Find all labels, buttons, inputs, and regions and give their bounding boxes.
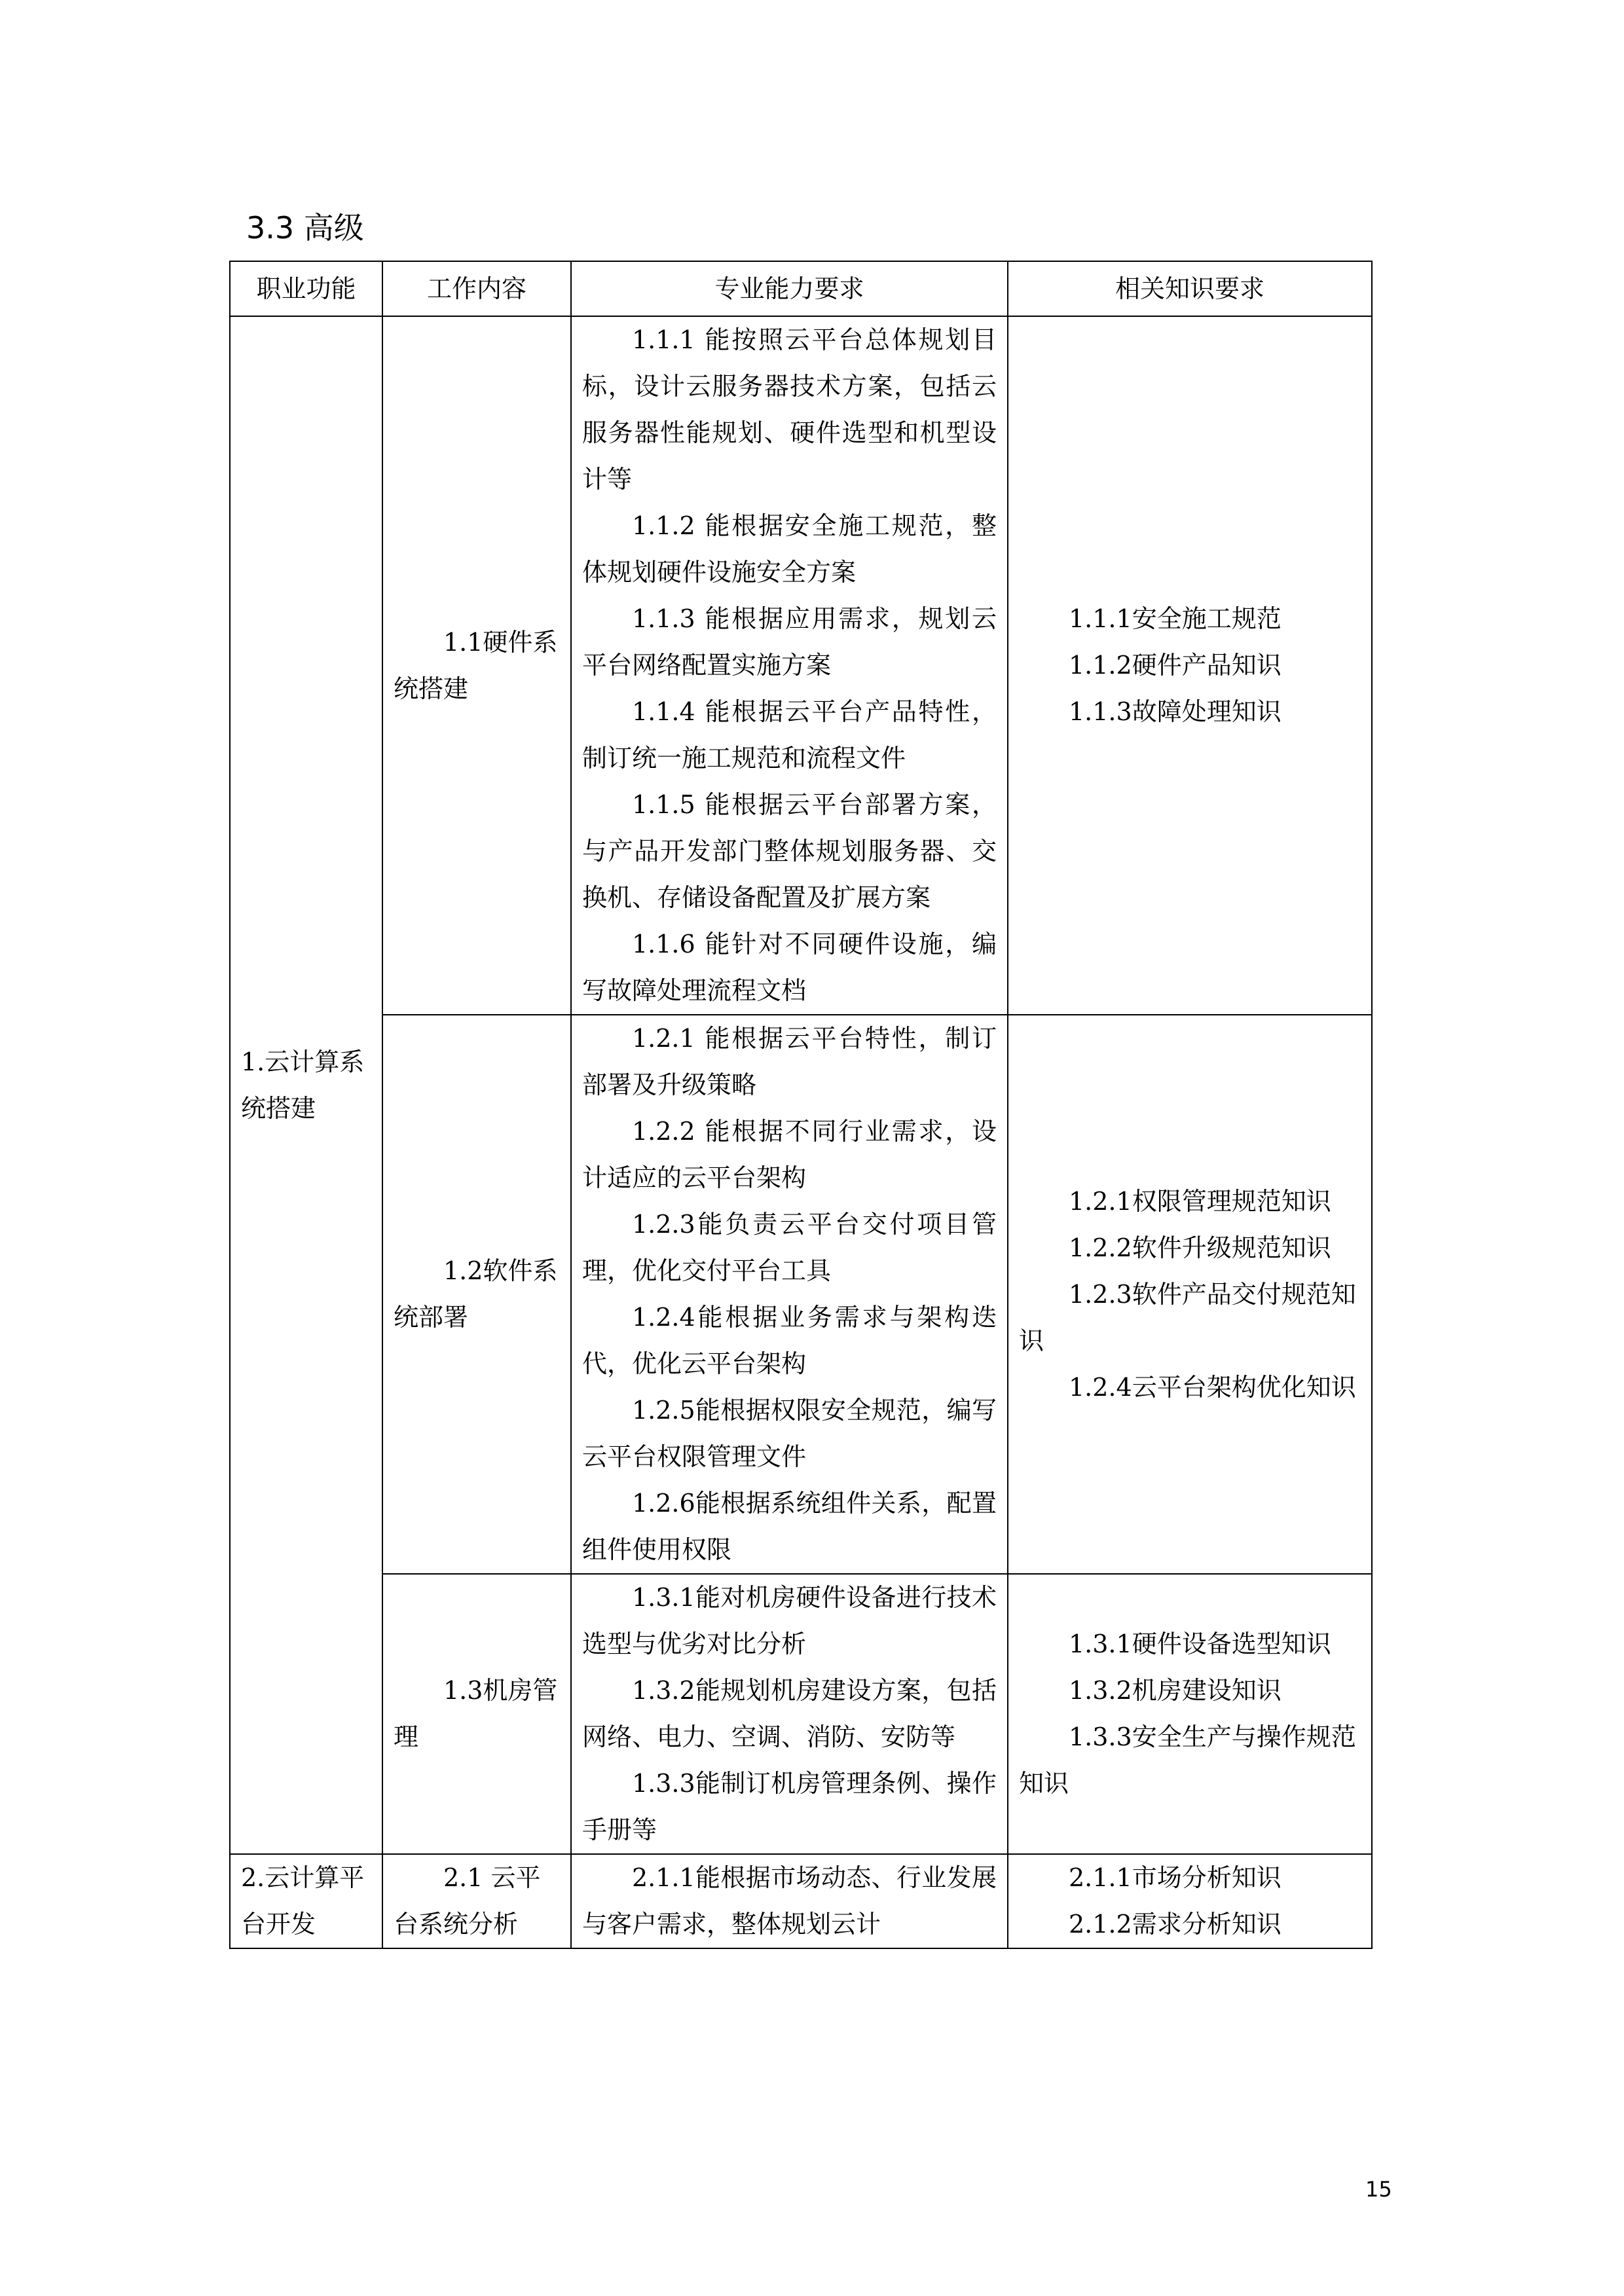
knowledge-item: 1.1.3故障处理知识 [1069, 697, 1282, 726]
requirement-item: 1.2.6能根据系统组件关系，配置组件使用权限 [582, 1489, 997, 1564]
header-work-content: 工作内容 [382, 261, 571, 316]
requirement-item: 1.1.1 能按照云平台总体规划目标，设计云服务器技术方案，包括云服务器性能规划、硬件选型和机型设计等 [582, 325, 997, 494]
knowledge-item: 1.2.3软件产品交付规范知识 [1019, 1279, 1356, 1355]
occupational-standard-table [229, 261, 1373, 1949]
requirement-item: 1.1.5 能根据云平台部署方案，与产品开发部门整体规划服务器、交换机、存储设备配置及扩展方案 [582, 790, 997, 912]
content-cell [382, 316, 571, 1015]
knowledge-item: 1.1.2硬件产品知识 [1069, 651, 1282, 680]
requirement-item: 1.2.3能负责云平台交付项目管理，优化交付平台工具 [582, 1210, 997, 1285]
function-cell [230, 1854, 382, 1948]
table-row [230, 1574, 1372, 1854]
knowledge-cell [1008, 316, 1372, 1015]
requirements-cell [571, 316, 1008, 1015]
knowledge-item: 1.1.1安全施工规范 [1069, 604, 1282, 633]
content-name: 1.3机房管理 [394, 1676, 558, 1751]
content-cell [382, 1854, 571, 1948]
knowledge-item: 1.3.3安全生产与操作规范知识 [1019, 1722, 1356, 1798]
requirements-cell [571, 1854, 1008, 1948]
table-header-row [230, 261, 1372, 316]
requirement-item: 1.2.4能根据业务需求与架构迭代，优化云平台架构 [582, 1303, 997, 1378]
knowledge-item: 2.1.1市场分析知识 [1069, 1863, 1282, 1892]
table-row [230, 316, 1372, 1015]
function-cell [230, 316, 382, 1854]
table-row [230, 1015, 1372, 1574]
header-skill-requirements: 专业能力要求 [571, 261, 1008, 316]
table-row [230, 1854, 1372, 1948]
requirements-cell [571, 1574, 1008, 1854]
knowledge-item: 1.2.2软件升级规范知识 [1069, 1233, 1331, 1262]
requirement-item: 1.2.2 能根据不同行业需求，设计适应的云平台架构 [582, 1117, 997, 1192]
requirement-item: 1.3.3能制订机房管理条例、操作手册等 [582, 1769, 997, 1844]
requirements-cell [571, 1015, 1008, 1574]
header-occupational-function: 职业功能 [230, 261, 382, 316]
requirement-item: 2.1.1能根据市场动态、行业发展与客户需求，整体规划云计 [582, 1863, 997, 1939]
function-name: 2.云计算平台开发 [241, 1863, 365, 1939]
knowledge-item: 1.2.4云平台架构优化知识 [1069, 1372, 1356, 1402]
function-name: 1.云计算系统搭建 [241, 1047, 365, 1123]
header-knowledge-requirements: 相关知识要求 [1008, 261, 1372, 316]
requirement-item: 1.3.2能规划机房建设方案，包括网络、电力、空调、消防、安防等 [582, 1676, 997, 1751]
knowledge-cell [1008, 1574, 1372, 1854]
content-name: 1.1硬件系统搭建 [394, 627, 558, 703]
content-name: 1.2软件系统部署 [394, 1256, 558, 1332]
requirement-item: 1.2.5能根据权限安全规范，编写云平台权限管理文件 [582, 1396, 997, 1471]
page-number: 15 [1365, 2177, 1392, 2202]
knowledge-item: 2.1.2需求分析知识 [1069, 1910, 1282, 1939]
content-cell [382, 1574, 571, 1854]
section-heading: 3.3 高级 [246, 210, 364, 246]
knowledge-item: 1.3.2机房建设知识 [1069, 1676, 1282, 1705]
requirement-item: 1.3.1能对机房硬件设备进行技术选型与优劣对比分析 [582, 1583, 997, 1658]
requirement-item: 1.1.6 能针对不同硬件设施，编写故障处理流程文档 [582, 930, 997, 1005]
content-name: 2.1 云平台系统分析 [394, 1863, 541, 1939]
requirement-item: 1.1.2 能根据安全施工规范，整体规划硬件设施安全方案 [582, 511, 997, 587]
knowledge-item: 1.3.1硬件设备选型知识 [1069, 1630, 1331, 1658]
requirement-item: 1.1.3 能根据应用需求，规划云平台网络配置实施方案 [582, 604, 997, 680]
knowledge-cell [1008, 1015, 1372, 1574]
content-cell [382, 1015, 571, 1574]
knowledge-item: 1.2.1权限管理规范知识 [1069, 1186, 1331, 1216]
requirement-item: 1.1.4 能根据云平台产品特性，制订统一施工规范和流程文件 [582, 697, 997, 773]
requirement-item: 1.2.1 能根据云平台特性，制订部署及升级策略 [582, 1024, 997, 1099]
knowledge-cell [1008, 1854, 1372, 1948]
